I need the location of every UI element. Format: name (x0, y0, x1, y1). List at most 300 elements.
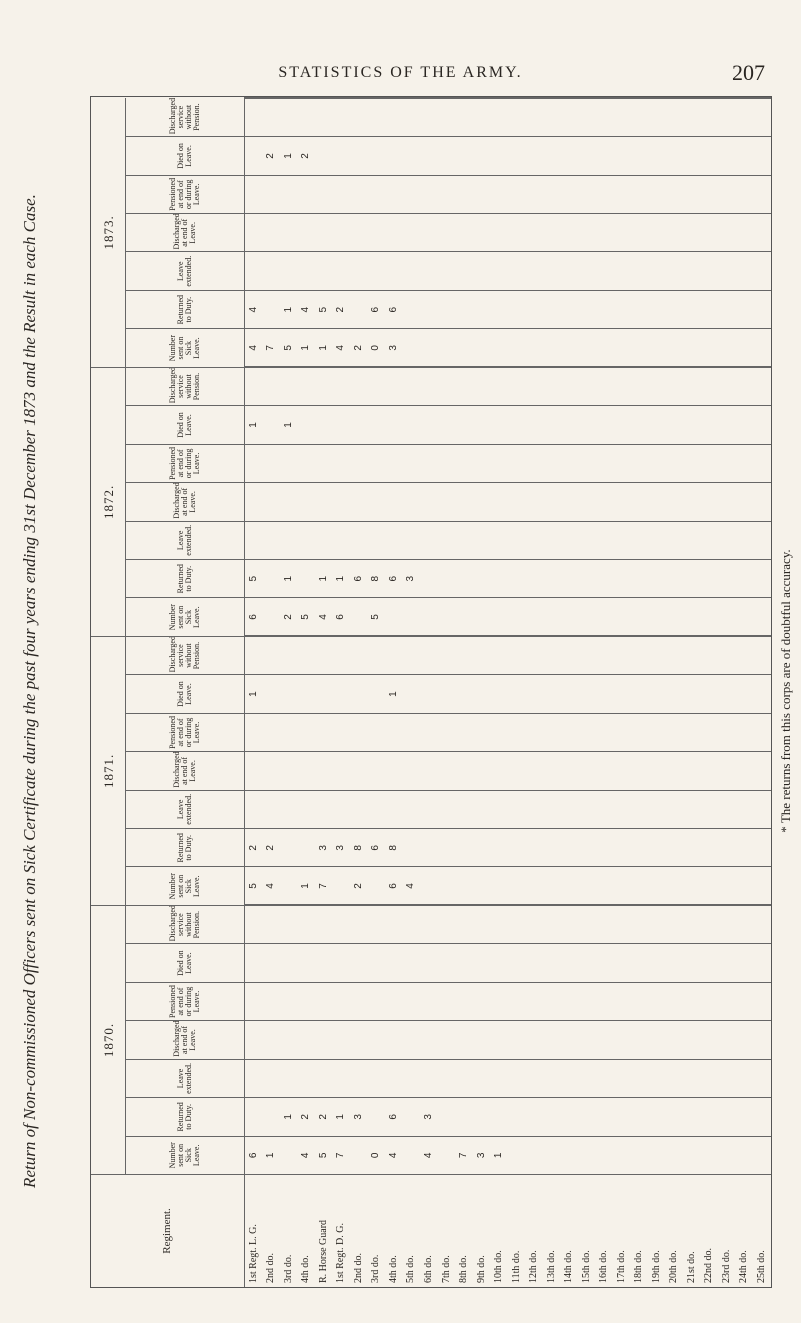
table-cell (630, 1059, 648, 1097)
table-cell (665, 444, 683, 482)
table-cell (665, 560, 683, 598)
table-cell (578, 252, 596, 290)
table-cell (665, 252, 683, 290)
table-cell (718, 483, 736, 521)
table-cell (490, 483, 508, 521)
table-cell (630, 290, 648, 328)
table-cell: 3 (385, 329, 403, 367)
table-cell (595, 521, 613, 559)
table-cell (315, 367, 333, 405)
table-cell (525, 290, 543, 328)
table-cell (543, 521, 561, 559)
table-cell (508, 137, 526, 175)
column-header: Returned to Duty. (126, 829, 245, 867)
table-cell (403, 1098, 421, 1136)
table-cell (718, 944, 736, 982)
table-cell: 2 (263, 137, 281, 175)
table-cell (525, 675, 543, 713)
table-cell (543, 1021, 561, 1059)
table-cell: 6 (333, 598, 351, 636)
table-cell (595, 1098, 613, 1136)
table-cell (753, 905, 771, 943)
table-cell (245, 252, 263, 290)
table-cell (245, 944, 263, 982)
table-cell (368, 1098, 386, 1136)
table-cell (508, 444, 526, 482)
table-cell (280, 214, 298, 252)
table-row (368, 98, 386, 1287)
regiment-name: 2nd do. (265, 1253, 277, 1283)
table-cell (578, 444, 596, 482)
table-cell: 6 (245, 598, 263, 636)
table-cell (263, 982, 281, 1020)
table-cell (263, 406, 281, 444)
table-cell (490, 521, 508, 559)
table-cell (385, 98, 403, 137)
table-cell (403, 1136, 421, 1174)
table-cell (543, 790, 561, 828)
table-cell (368, 483, 386, 521)
table-cell (385, 636, 403, 674)
table-cell (420, 713, 438, 751)
table-cell (648, 406, 666, 444)
table-cell (648, 367, 666, 405)
table-cell (648, 560, 666, 598)
table-cell (560, 1021, 578, 1059)
table-cell (701, 483, 719, 521)
table-cell (595, 329, 613, 367)
table-cell (648, 1098, 666, 1136)
table-cell (736, 675, 754, 713)
table-cell (508, 521, 526, 559)
table-cell (280, 867, 298, 905)
table-cell (701, 406, 719, 444)
column-header: Number sent on Sick Leave. (126, 598, 245, 636)
table-cell (490, 636, 508, 674)
table-cell (245, 214, 263, 252)
table-cell (630, 252, 648, 290)
table-cell (490, 790, 508, 828)
table-row (263, 98, 281, 1287)
table-cell (263, 367, 281, 405)
table-cell (350, 752, 368, 790)
column-header: Discharged at end of Leave. (126, 1021, 245, 1059)
table-cell: 2 (245, 829, 263, 867)
table-cell: 1 (333, 560, 351, 598)
table-cell (473, 444, 491, 482)
table-cell (420, 636, 438, 674)
table-row (578, 98, 596, 1287)
table-cell (473, 560, 491, 598)
table-cell (420, 982, 438, 1020)
table-cell (420, 1021, 438, 1059)
table-cell (683, 1098, 701, 1136)
table-row (736, 98, 754, 1287)
table-cell (455, 1021, 473, 1059)
table-cell (736, 1059, 754, 1097)
table-cell (438, 1021, 456, 1059)
table-cell (753, 1021, 771, 1059)
column-header: Returned to Duty. (126, 1098, 245, 1136)
table-cell (613, 636, 631, 674)
table-cell (683, 1059, 701, 1097)
table-cell (420, 521, 438, 559)
table-cell: 7 (455, 1136, 473, 1174)
table-cell: 1 (245, 406, 263, 444)
table-cell (648, 175, 666, 213)
table-cell (630, 1021, 648, 1059)
table-cell (701, 905, 719, 943)
table-cell (455, 290, 473, 328)
table-cell (648, 905, 666, 943)
table-cell (665, 905, 683, 943)
table-cell (508, 905, 526, 943)
table-cell (245, 521, 263, 559)
table-cell (315, 214, 333, 252)
table-cell (490, 905, 508, 943)
table-cell (525, 98, 543, 137)
table-cell (298, 829, 316, 867)
table-cell (350, 252, 368, 290)
table-cell (438, 252, 456, 290)
table-cell: 2 (333, 290, 351, 328)
table-cell (263, 1098, 281, 1136)
table-cell (736, 560, 754, 598)
table-cell (525, 175, 543, 213)
table-cell (403, 175, 421, 213)
table-cell (420, 752, 438, 790)
table-cell: 3 (403, 560, 421, 598)
table-cell (420, 944, 438, 982)
table-cell (613, 675, 631, 713)
table-cell: 4 (315, 598, 333, 636)
table-cell (508, 1059, 526, 1097)
table-cell (438, 636, 456, 674)
table-cell (525, 867, 543, 905)
table-cell (560, 444, 578, 482)
table-cell (630, 483, 648, 521)
table-cell (508, 367, 526, 405)
table-cell (595, 905, 613, 943)
table-cell (455, 406, 473, 444)
table-cell (368, 252, 386, 290)
table-cell: 5 (298, 598, 316, 636)
table-cell (280, 944, 298, 982)
column-header: Discharged at end of Leave. (126, 214, 245, 252)
table-cell (315, 675, 333, 713)
table-cell (245, 982, 263, 1020)
table-cell (508, 98, 526, 137)
column-header: Pensioned at end of or during Leave. (126, 175, 245, 213)
table-cell (543, 1136, 561, 1174)
column-header: Died on Leave. (126, 944, 245, 982)
table-cell (245, 790, 263, 828)
table-cell (315, 905, 333, 943)
table-cell (280, 444, 298, 482)
table-cell (420, 867, 438, 905)
table-cell (736, 521, 754, 559)
column-header: Discharged at end of Leave. (126, 483, 245, 521)
table-cell (543, 98, 561, 137)
column-header: Number sent on Sick Leave. (126, 329, 245, 367)
table-cell (455, 1059, 473, 1097)
table-cell (665, 867, 683, 905)
table-cell (630, 944, 648, 982)
table-cell (263, 1059, 281, 1097)
table-cell (753, 598, 771, 636)
regiment-name: 11th do. (510, 1250, 522, 1283)
table-cell (280, 175, 298, 213)
table-cell (578, 290, 596, 328)
table-cell (263, 214, 281, 252)
table-cell (350, 713, 368, 751)
table-cell (613, 905, 631, 943)
table-cell (508, 252, 526, 290)
regiment-name: 10th do. (493, 1250, 505, 1283)
table-cell (438, 521, 456, 559)
table-cell: 1 (280, 560, 298, 598)
table-cell (613, 829, 631, 867)
table-cell (298, 905, 316, 943)
regiment-name: 15th do. (580, 1250, 592, 1283)
table-cell (385, 598, 403, 636)
column-header: Discharged service without Pension. (126, 98, 245, 137)
table-cell (333, 944, 351, 982)
table-cell (473, 406, 491, 444)
table-cell (525, 329, 543, 367)
table-cell (543, 713, 561, 751)
table-cell (438, 752, 456, 790)
table-cell (630, 214, 648, 252)
table-cell (298, 1021, 316, 1059)
table-cell (560, 1136, 578, 1174)
table-cell (315, 636, 333, 674)
table-cell (543, 406, 561, 444)
table-cell (560, 829, 578, 867)
table-cell (665, 790, 683, 828)
table-title-text: Return of Non-commissioned Officers sent on Sick Certificate during the past four years ending 31st December 1873 and the Result in each Case. (20, 194, 39, 1188)
table-cell (665, 1059, 683, 1097)
table-cell (595, 982, 613, 1020)
table-cell (438, 175, 456, 213)
year-1873-header: 1873. (91, 98, 126, 367)
table-cell (473, 1059, 491, 1097)
table-cell (701, 636, 719, 674)
table-cell (683, 944, 701, 982)
table-cell (683, 636, 701, 674)
table-cell (315, 752, 333, 790)
table-cell (648, 214, 666, 252)
table-cell (473, 483, 491, 521)
table-cell (333, 252, 351, 290)
table-cell (683, 98, 701, 137)
table-cell (683, 598, 701, 636)
table-cell (578, 214, 596, 252)
table-cell (665, 944, 683, 982)
table-cell (473, 329, 491, 367)
regiment-name: 24th do. (738, 1250, 750, 1283)
table-cell (560, 1059, 578, 1097)
table-cell (403, 944, 421, 982)
table-cell (665, 406, 683, 444)
table-cell (613, 98, 631, 137)
table-cell (280, 752, 298, 790)
table-cell (595, 214, 613, 252)
table-cell (595, 406, 613, 444)
table-cell (455, 752, 473, 790)
table-cell (560, 367, 578, 405)
column-header: Died on Leave. (126, 137, 245, 175)
table-cell (648, 252, 666, 290)
table-cell (718, 598, 736, 636)
regiment-name: 3rd do. (370, 1254, 382, 1283)
table-cell (298, 98, 316, 137)
table-cell (665, 175, 683, 213)
table-cell (578, 982, 596, 1020)
table-cell (455, 367, 473, 405)
table-cell: 2 (298, 137, 316, 175)
table-cell: 2 (350, 329, 368, 367)
table-cell (473, 98, 491, 137)
table-cell (560, 636, 578, 674)
table-cell: 2 (263, 829, 281, 867)
table-cell (543, 175, 561, 213)
table-row (403, 98, 421, 1287)
table-cell (490, 214, 508, 252)
table-cell (648, 829, 666, 867)
table-cell (683, 290, 701, 328)
column-header: Leave extended. (126, 252, 245, 290)
table-row (245, 98, 263, 1287)
table-cell (280, 982, 298, 1020)
table-cell (403, 329, 421, 367)
table-cell (665, 98, 683, 137)
table-cell (630, 982, 648, 1020)
table-cell (403, 252, 421, 290)
table-cell (753, 521, 771, 559)
table-cell (245, 905, 263, 943)
table-cell (613, 290, 631, 328)
table-cell (263, 905, 281, 943)
table-cell: 5 (368, 598, 386, 636)
table-cell (280, 367, 298, 405)
table-cell (525, 598, 543, 636)
table-cell: 5 (245, 560, 263, 598)
table-cell (350, 675, 368, 713)
table-cell (245, 752, 263, 790)
table-cell: 1 (280, 406, 298, 444)
table-cell (701, 290, 719, 328)
table-cell (263, 290, 281, 328)
column-header: Pensioned at end of or during Leave. (126, 982, 245, 1020)
table-cell (490, 1098, 508, 1136)
table-cell (508, 790, 526, 828)
table-cell (630, 406, 648, 444)
table-cell (683, 867, 701, 905)
table-cell (595, 137, 613, 175)
table-cell (280, 1059, 298, 1097)
table-cell (560, 598, 578, 636)
table-cell: 1 (280, 290, 298, 328)
table-row (315, 98, 333, 1287)
table-cell (665, 1021, 683, 1059)
table-cell (455, 444, 473, 482)
table-cell (245, 636, 263, 674)
table-cell (578, 98, 596, 137)
table-cell (683, 982, 701, 1020)
table-cell (613, 713, 631, 751)
table-cell (718, 1098, 736, 1136)
table-cell (578, 790, 596, 828)
table-cell (578, 905, 596, 943)
table-cell (543, 982, 561, 1020)
table-cell (403, 790, 421, 828)
table-cell (333, 483, 351, 521)
table-cell (718, 713, 736, 751)
table-cell (613, 867, 631, 905)
table-cell (525, 982, 543, 1020)
table-cell (368, 982, 386, 1020)
table-cell (665, 290, 683, 328)
table-cell (736, 713, 754, 751)
table-cell (263, 252, 281, 290)
table-cell (648, 1021, 666, 1059)
table-cell (350, 1059, 368, 1097)
table-cell: 5 (280, 329, 298, 367)
regiment-name: 9th do. (475, 1255, 487, 1283)
table-cell (473, 944, 491, 982)
table-cell (753, 713, 771, 751)
table-cell (350, 406, 368, 444)
table-cell (595, 636, 613, 674)
regiment-name: 21st do. (685, 1251, 697, 1283)
table-cell (350, 290, 368, 328)
table-cell (490, 290, 508, 328)
table-cell (368, 175, 386, 213)
statistics-table (91, 97, 771, 1287)
table-cell (665, 367, 683, 405)
table-cell (333, 406, 351, 444)
table-row (490, 98, 508, 1287)
regiment-header: Regiment. (91, 1175, 245, 1288)
table-cell (333, 675, 351, 713)
table-cell (490, 713, 508, 751)
table-cell (385, 521, 403, 559)
table-cell (718, 867, 736, 905)
table-cell (508, 406, 526, 444)
table-cell (595, 483, 613, 521)
table-cell (753, 752, 771, 790)
table-cell (543, 367, 561, 405)
table-cell: 2 (298, 1098, 316, 1136)
table-cell (420, 444, 438, 482)
table-cell (368, 1021, 386, 1059)
table-cell: 7 (315, 867, 333, 905)
table-cell: 6 (385, 1098, 403, 1136)
table-cell (350, 521, 368, 559)
table-cell (648, 675, 666, 713)
table-cell (701, 367, 719, 405)
column-header: Died on Leave. (126, 406, 245, 444)
regiment-name: 4th do. (300, 1255, 312, 1283)
table-cell (473, 214, 491, 252)
table-cell (508, 560, 526, 598)
table-cell (753, 1098, 771, 1136)
table-cell (508, 944, 526, 982)
table-cell (368, 137, 386, 175)
table-cell (490, 560, 508, 598)
table-cell (718, 1021, 736, 1059)
